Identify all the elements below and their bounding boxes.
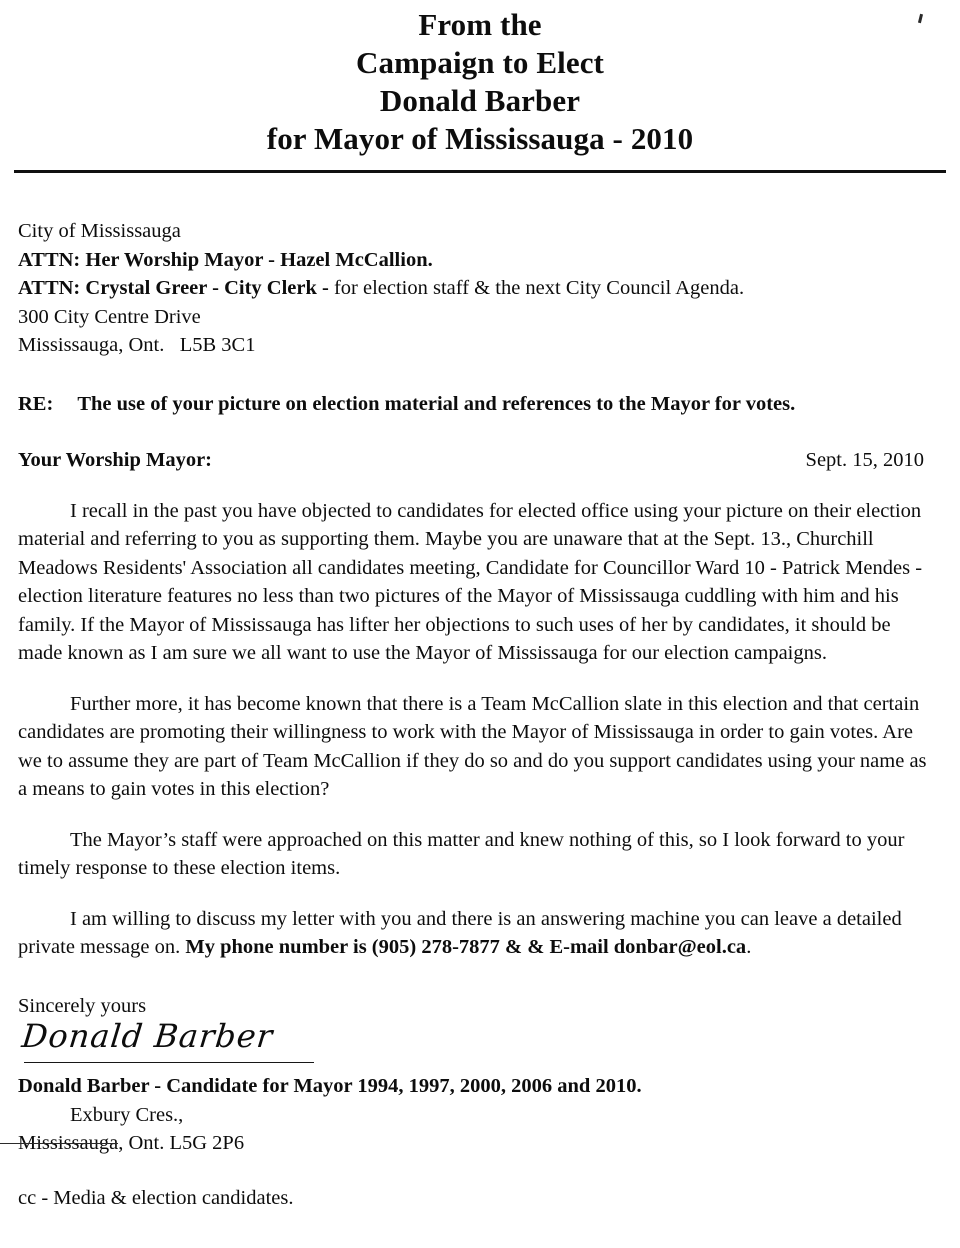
address-line-attn-clerk: [18, 274, 938, 303]
address-line-attn-mayor: ATTN: Her Worship Mayor - Hazel McCallion.: [18, 248, 433, 271]
subject-text: The use of your picture on election material and references to the Mayor for votes.: [77, 392, 796, 415]
paragraph-4-end: .: [746, 936, 752, 958]
address-line-postal: Mississauga, Ont. L5B 3C1: [18, 334, 256, 356]
address-line-city: City of Mississauga: [18, 220, 181, 242]
paragraph-2: Further more, it has become known that there is a Team McCallion slate in this election and that certain candidates are promoting their willingness to work with the Mayor of Mississauga in order to gain votes. Are we to assume they are part of Team McCallion if they do so and do you support candidates using your name as a means to gain votes in this election?: [18, 692, 927, 800]
signer-name-line: Donald Barber - Candidate for Mayor 1994, 1997, 2000, 2006 and 2010.: [18, 1075, 642, 1097]
letter-body: [0, 217, 960, 1212]
paragraph-3: The Mayor’s staff were approached on this matter and knew nothing of this, so I look forward to your timely response to these election items.: [18, 828, 905, 879]
attn-clerk-bold: ATTN: Crystal Greer - City Clerk -: [18, 277, 334, 299]
cc-line: cc - Media & election candidates.: [18, 1186, 294, 1209]
letterhead-line-1: From the: [418, 7, 542, 42]
letterhead-line-4: for Mayor of Mississauga - 2010: [266, 121, 694, 156]
closing-line: Sincerely yours: [18, 994, 147, 1017]
signer-address-line-2-text: Mississauga, Ont. L5G 2P6: [18, 1132, 245, 1154]
letterhead-line-3: Donald Barber: [379, 83, 581, 118]
address-line-street: 300 City Centre Drive: [18, 305, 201, 328]
contact-details: My phone number is (905) 278-7877 & & E-mail donbar@eol.ca: [185, 936, 747, 958]
letterhead-divider: [14, 170, 946, 173]
handwritten-signature: Donald Barber: [20, 1017, 276, 1055]
subject-block: [18, 390, 938, 419]
subject-label: RE:: [18, 392, 54, 415]
signature-area: [18, 1017, 938, 1072]
recipient-address-block: [18, 217, 938, 360]
paragraph-4: [18, 905, 938, 962]
signer-address-line-2: [18, 1129, 938, 1158]
signer-address-line-1: Exbury Cres.,: [70, 1103, 184, 1126]
attn-clerk-rest: for election staff & the next City Council Agenda.: [333, 277, 745, 299]
letterhead: [0, 0, 960, 173]
salutation-row: [18, 446, 938, 475]
letterhead-line-2: Campaign to Elect: [356, 45, 604, 80]
signature-rule: [24, 1062, 314, 1063]
paragraph-4-intro: I am willing to discuss my letter with you and there is an answering machine you can leave a detailed private message on.: [18, 907, 902, 958]
paragraph-1: I recall in the past you have objected to candidates for elected office using your picture on their election material and referring to you as supporting them. Maybe you are unaware that at the Sept. 13., Churchill Meadows Residents' Association all candidates meeting, Candidate for Councillor Ward 10 - Patrick Mendes - election literature features no less than two pictures of the Mayor of Mississauga cuddling with him and his family. If the Mayor of Mississauga has lifter her objections to such uses of her by candidates, it should be made known as I am sure we all want to use the Mayor of Mississauga for our election campaigns.: [18, 499, 923, 664]
letter-date: Sept. 15, 2010: [805, 449, 924, 471]
salutation: Your Worship Mayor:: [18, 449, 213, 471]
scan-strike-mark: [0, 1143, 118, 1144]
